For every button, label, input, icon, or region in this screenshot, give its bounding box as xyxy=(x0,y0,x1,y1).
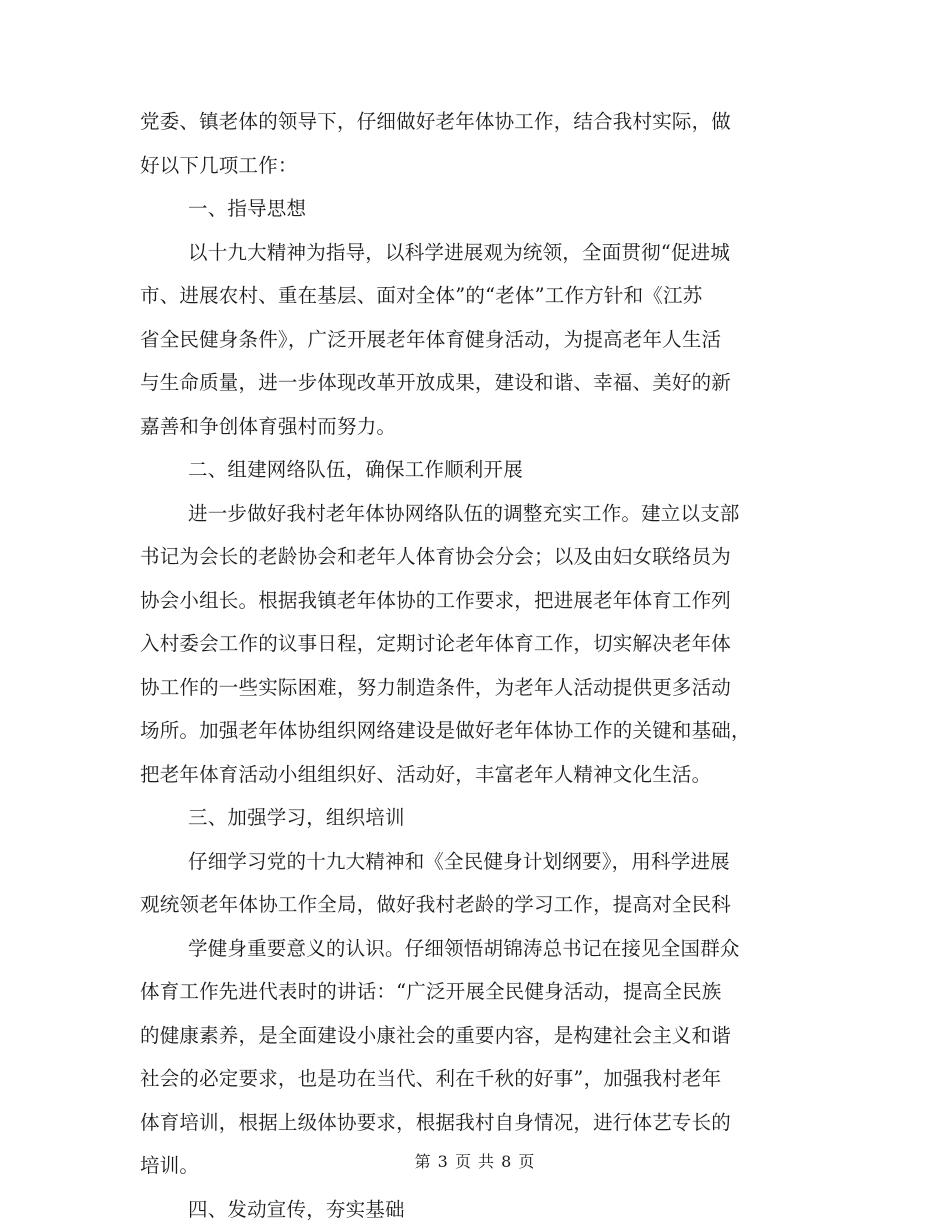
text-line: 好以下几项工作： xyxy=(140,144,812,188)
text-line: 培训。 xyxy=(140,1144,812,1188)
text-line: 体育工作先进代表时的讲话：“广泛开展全民健身活动，提高全民族 xyxy=(140,970,812,1014)
text-line: 嘉善和争创体育强村而努力。 xyxy=(140,405,812,449)
text-line: 协工作的一些实际困难，努力制造条件，为老年人活动提供更多活动 xyxy=(140,666,812,710)
text-line: 书记为会长的老龄协会和老年人体育协会分会；以及由妇女联络员为 xyxy=(140,535,812,579)
text-line: 的健康素养，是全面建设小康社会的重要内容，是构建社会主义和谐 xyxy=(140,1014,812,1058)
text-line: 以十九大精神为指导，以科学进展观为统领，全面贯彻“促进城 xyxy=(140,231,812,275)
page-number-footer: 第 3 页 共 8 页 xyxy=(0,1150,950,1174)
text-line: 体育培训，根据上级体协要求，根据我村自身情况，进行体艺专长的 xyxy=(140,1101,812,1145)
text-line: 学健身重要意义的认识。仔细领悟胡锦涛总书记在接见全国群众 xyxy=(140,927,812,971)
text-line: 进一步做好我村老年体协网络队伍的调整充实工作。建立以支部 xyxy=(140,492,812,536)
text-line: 协会小组长。根据我镇老年体协的工作要求，把进展老年体育工作列 xyxy=(140,579,812,623)
text-line: 二、组建网络队伍，确保工作顺利开展 xyxy=(140,448,812,492)
text-line: 社会的必定要求，也是功在当代、利在千秋的好事”，加强我村老年 xyxy=(140,1057,812,1101)
text-line: 把老年体育活动小组组织好、活动好，丰富老年人精神文化生活。 xyxy=(140,753,812,797)
text-line: 一、指导思想 xyxy=(140,187,812,231)
text-line: 观统领老年体协工作全局，做好我村老龄的学习工作，提高对全民科 xyxy=(140,883,812,927)
text-line: 与生命质量，进一步体现改革开放成果，建设和谐、幸福、美好的新 xyxy=(140,361,812,405)
text-line: 三、加强学习，组织培训 xyxy=(140,796,812,840)
text-line: 省全民健身条件》，广泛开展老年体育健身活动，为提高老年人生活 xyxy=(140,318,812,362)
text-line: 入村委会工作的议事日程，定期讨论老年体育工作，切实解决老年体 xyxy=(140,622,812,666)
text-line: 市、进展农村、重在基层、面对全体”的“老体”工作方针和《江苏 xyxy=(140,274,812,318)
text-line: 场所。加强老年体协组织网络建设是做好老年体协工作的关键和基础， xyxy=(140,709,812,753)
text-line: 仔细学习党的十九大精神和《全民健身计划纲要》，用科学进展 xyxy=(140,840,812,884)
text-line: 党委、镇老体的领导下，仔细做好老年体协工作，结合我村实际，做 xyxy=(140,100,812,144)
text-line: 四、发动宣传，夯实基础 xyxy=(140,1188,812,1231)
document-body xyxy=(140,100,812,1231)
